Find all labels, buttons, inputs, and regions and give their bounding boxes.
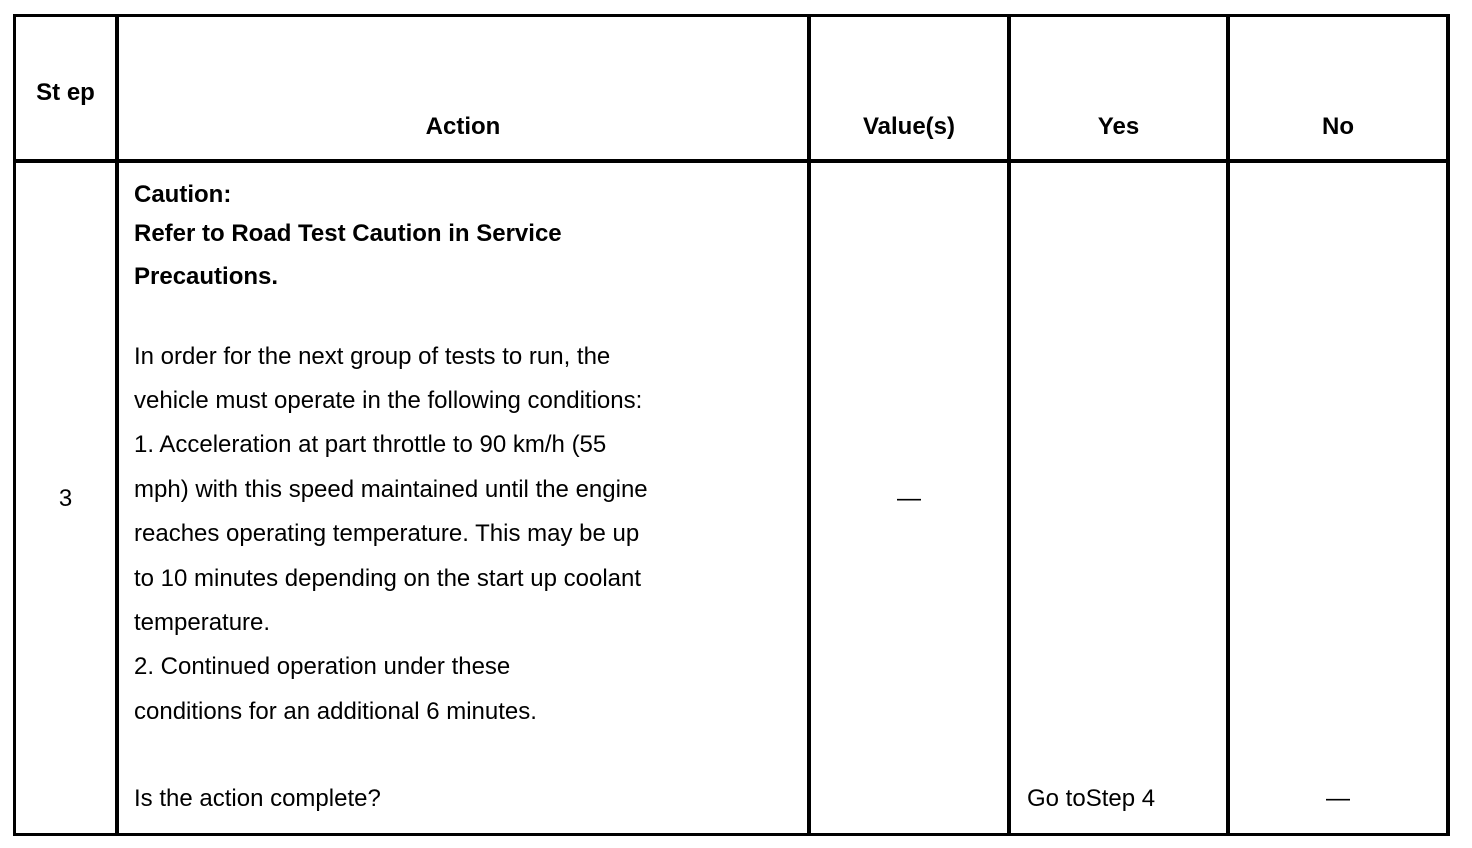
diagnostic-table bbox=[13, 14, 1450, 836]
table-border-right bbox=[1446, 14, 1450, 836]
action-text-line: mph) with this speed maintained until the engine bbox=[134, 476, 648, 503]
action-question: Is the action complete? bbox=[134, 785, 381, 812]
caution-title: Caution: bbox=[134, 181, 232, 208]
header-yes: Yes bbox=[1097, 113, 1140, 140]
no-cell: — bbox=[1326, 785, 1350, 812]
table-border-top bbox=[13, 14, 1450, 17]
action-text-line: conditions for an additional 6 minutes. bbox=[134, 698, 537, 725]
action-text-line: vehicle must operate in the following conditions: bbox=[134, 387, 643, 414]
header-action: Action bbox=[425, 113, 501, 140]
yes-cell-link[interactable]: Go toStep 4 bbox=[1027, 785, 1156, 812]
action-text-line: to 10 minutes depending on the start up coolant bbox=[134, 565, 642, 592]
header-step: St ep bbox=[36, 79, 95, 106]
header-divider bbox=[13, 159, 1450, 163]
table-border-bottom bbox=[13, 833, 1450, 836]
action-text-line: temperature. bbox=[134, 609, 271, 636]
caution-text: Precautions. bbox=[134, 263, 279, 290]
action-text-line: 2. Continued operation under these bbox=[134, 653, 511, 680]
values-cell: — bbox=[897, 485, 921, 512]
header-no: No bbox=[1322, 113, 1354, 140]
caution-text: Refer to Road Test Caution in Service bbox=[134, 220, 562, 247]
action-text-line: In order for the next group of tests to run, the bbox=[134, 343, 611, 370]
header-values: Value(s) bbox=[862, 113, 956, 140]
step-number: 3 bbox=[58, 485, 73, 512]
action-text-line: 1. Acceleration at part throttle to 90 km/h (55 bbox=[134, 431, 607, 458]
table-border-left bbox=[13, 14, 16, 836]
action-text-line: reaches operating temperature. This may be up bbox=[134, 520, 640, 547]
